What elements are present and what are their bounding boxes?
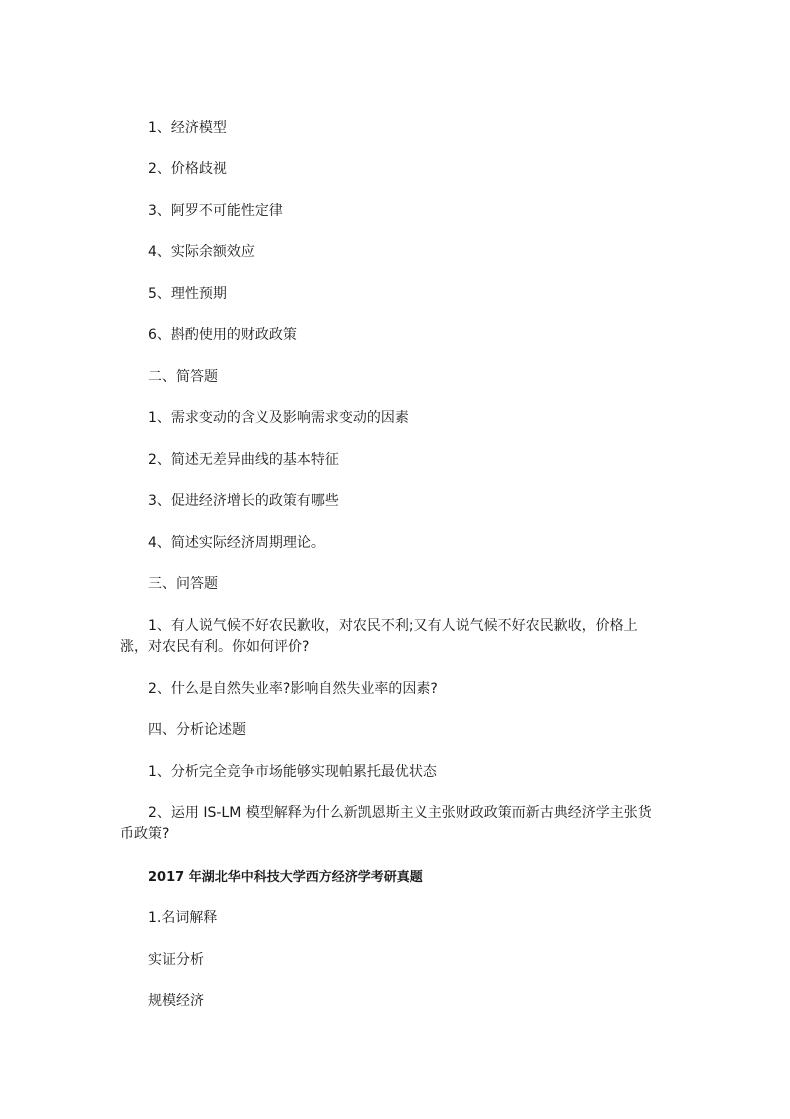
term-positive-analysis: 实证分析	[148, 952, 204, 968]
question-item: 1、有人说气候不好农民歉收，对农民不利;又有人说气候不好农民歉收，价格上涨，对农民有利。你如何评价?	[120, 618, 638, 655]
question-item: 2、什么是自然失业率?影响自然失业率的因素?	[148, 681, 438, 697]
section-heading-analysis: 四、分析论述题	[148, 722, 246, 738]
question-item: 4、简述实际经济周期理论。	[148, 535, 325, 551]
exam-title: 2017 年湖北华中科技大学西方经济学考研真题	[148, 870, 423, 885]
term-economic-model: 1、经济模型	[148, 120, 227, 136]
question-item: 3、促进经济增长的政策有哪些	[148, 493, 339, 509]
section-heading-terms: 1.名词解释	[148, 910, 218, 926]
term-arrow-impossibility: 3、阿罗不可能性定律	[148, 203, 283, 219]
question-item: 1、分析完全竞争市场能够实现帕累托最优状态	[148, 764, 437, 780]
term-real-balance-effect: 4、实际余额效应	[148, 244, 255, 260]
question-item: 2、运用 IS-LM 模型解释为什么新凯恩斯主义主张财政政策而新古典经济学主张货币政策?	[120, 805, 652, 842]
question-item: 2、简述无差异曲线的基本特征	[148, 452, 339, 468]
term-price-discrimination: 2、价格歧视	[148, 161, 227, 177]
question-item: 1、需求变动的含义及影响需求变动的因素	[148, 410, 409, 426]
section-heading-qa: 三、问答题	[148, 576, 218, 592]
section-heading-short-answer: 二、简答题	[148, 369, 218, 385]
term-rational-expectations: 5、理性预期	[148, 286, 227, 302]
term-economies-of-scale: 规模经济	[148, 993, 204, 1009]
term-discretionary-fiscal-policy: 6、斟酌使用的财政政策	[148, 327, 297, 343]
